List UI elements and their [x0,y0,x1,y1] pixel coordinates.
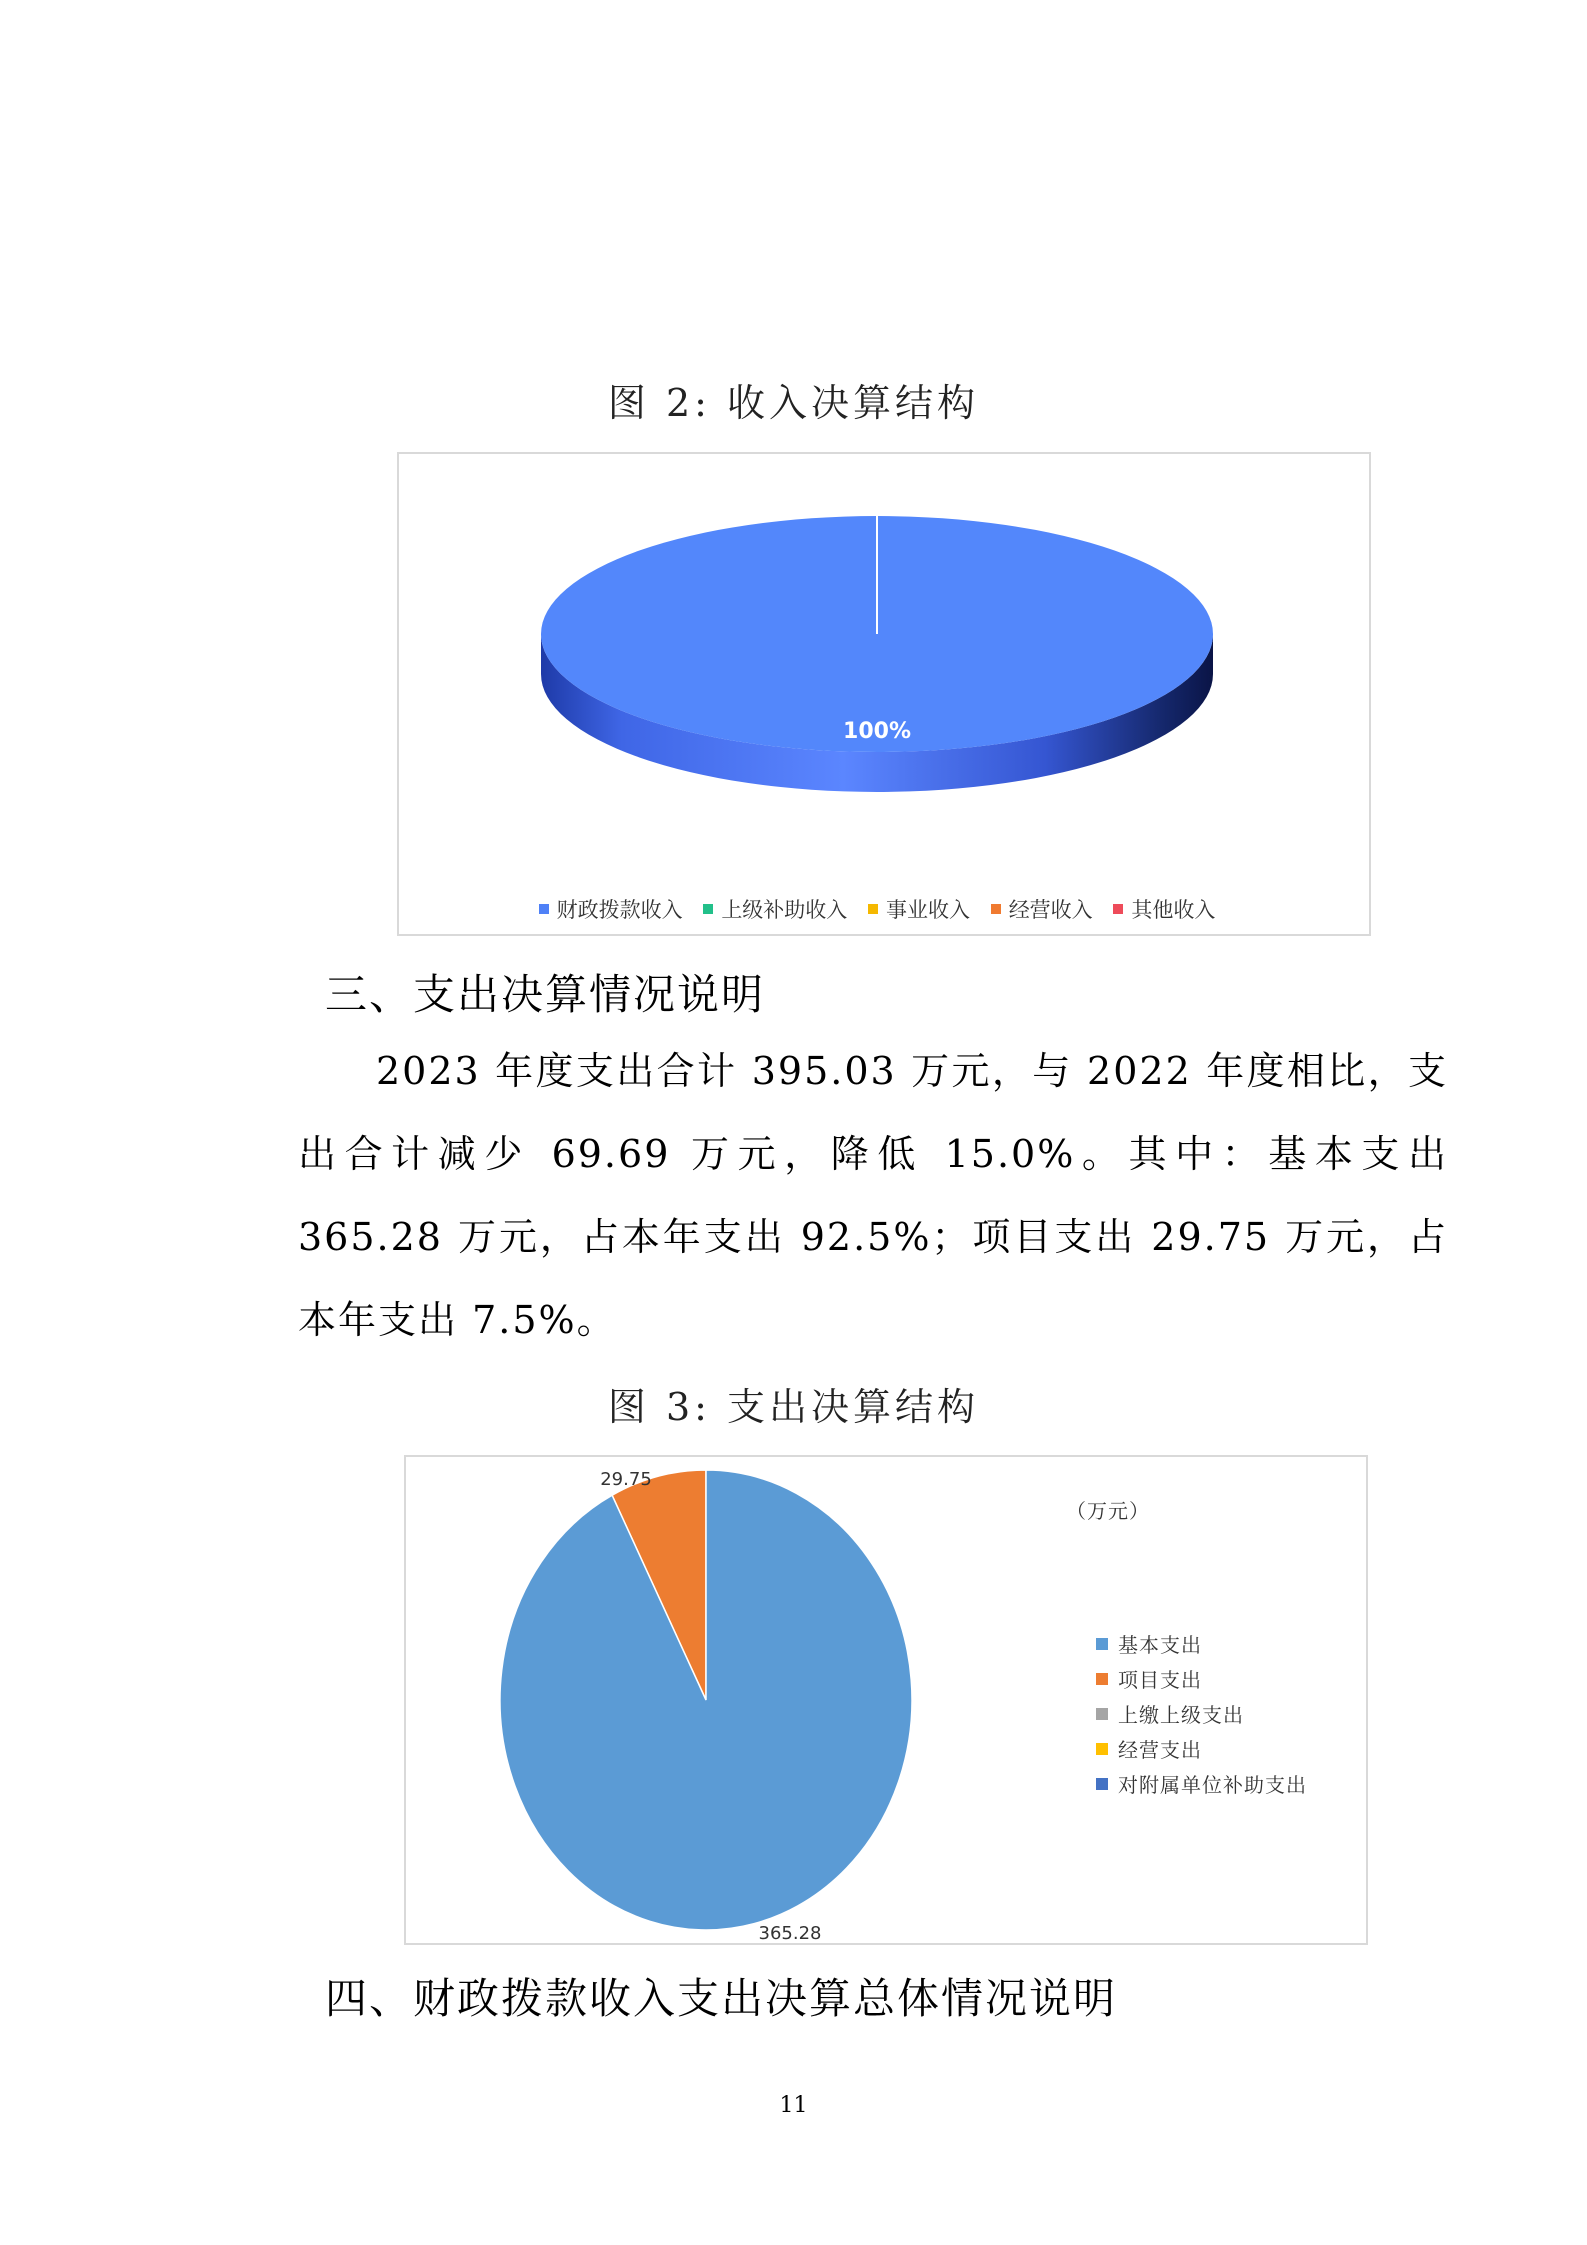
legend-label: 财政拨款收入 [556,898,683,922]
legend-item-上级补助收入 [703,894,847,924]
legend-item-经营支出 [1096,1734,1307,1763]
figure3-legend [1096,1629,1307,1804]
legend-swatch [868,904,878,914]
legend-label: 对附属单位补助支出 [1118,1773,1307,1797]
legend-item-经营收入 [991,894,1093,924]
legend-label: 基本支出 [1118,1633,1202,1657]
legend-swatch [991,904,1001,914]
pie-percent-label: 100% [843,719,911,744]
legend-item-财政拨款收入 [539,894,683,924]
legend-swatch [1096,1673,1108,1685]
income-pie-3d [399,454,1369,934]
pie-slice-基本支出 [500,1470,912,1930]
legend-swatch [1096,1778,1108,1790]
legend-item-事业收入 [868,894,970,924]
legend-swatch [1113,904,1123,914]
figure2-legend [399,894,1369,924]
figure2-chart [397,452,1371,936]
section3-paragraph: 2023 年度支出合计 395.03 万元，与 2022 年度相比，支出合计减少 69.69 万元，降低 15.0%。其中：基本支出 365.28 万元，占本年支出 92.5%；项目支出 29.75 万元，占本年支出 7.5%。 [298,1049,1448,1342]
legend-label: 经营支出 [1118,1738,1202,1762]
legend-label: 项目支出 [1118,1668,1202,1692]
figure2-caption: 图 2: 收入决算结构 [607,381,980,425]
legend-swatch [1096,1638,1108,1650]
legend-item-基本支出 [1096,1629,1307,1658]
legend-swatch [703,904,713,914]
legend-label: 上级补助收入 [721,898,848,922]
figure3-chart [404,1455,1368,1945]
value-label-basic: 365.28 [758,1923,822,1943]
unit-label: （万元） [1066,1499,1150,1523]
value-label-project: 29.75 [600,1469,652,1490]
legend-swatch [539,904,549,914]
section4-heading: 四、财政拨款收入支出决算总体情况说明 [325,1974,1118,2023]
legend-label: 事业收入 [886,898,970,922]
section3-heading: 三、支出决算情况说明 [325,970,766,1019]
page-number: 11 [779,2093,808,2118]
legend-item-其他收入 [1113,894,1215,924]
legend-swatch [1096,1743,1108,1755]
legend-item-项目支出 [1096,1664,1307,1693]
figure3-caption: 图 3: 支出决算结构 [607,1385,980,1429]
legend-item-对附属单位补助支出 [1096,1769,1307,1798]
legend-swatch [1096,1708,1108,1720]
legend-label: 其他收入 [1131,898,1216,922]
legend-item-上缴上级支出 [1096,1699,1307,1728]
legend-label: 上缴上级支出 [1118,1703,1244,1727]
legend-label: 经营收入 [1008,898,1093,922]
